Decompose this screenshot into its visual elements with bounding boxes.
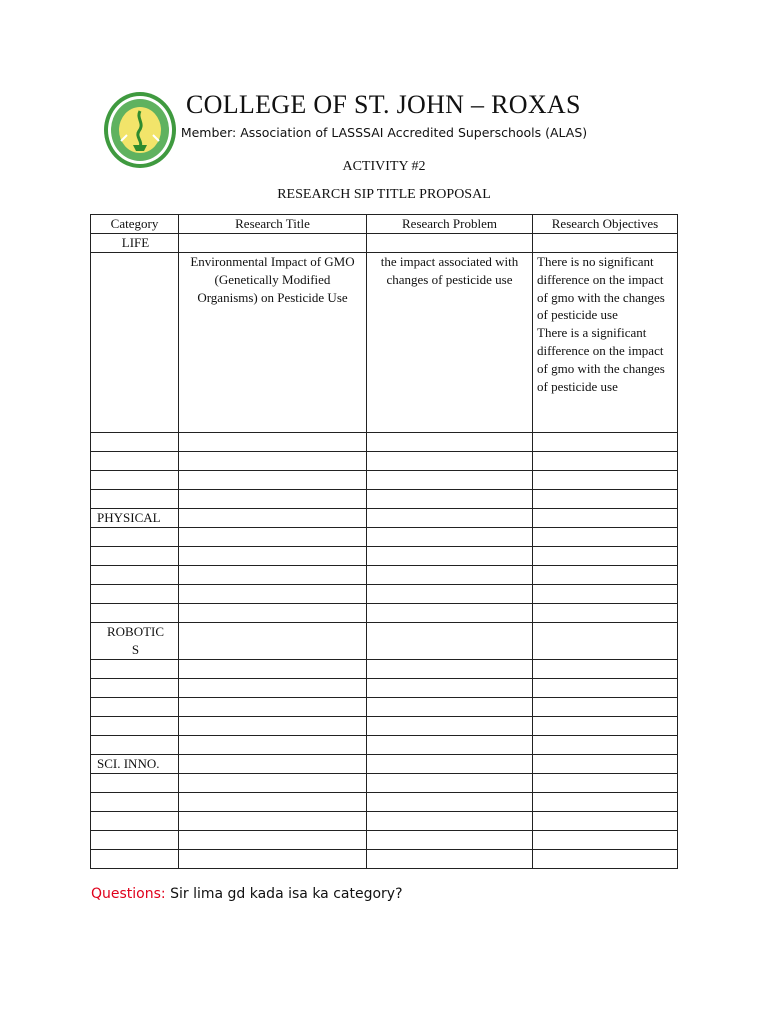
cell-category[interactable] <box>91 831 179 850</box>
table-row <box>91 604 678 623</box>
cell-research-objectives[interactable] <box>533 623 678 660</box>
table-row <box>91 831 678 850</box>
cell-research-title[interactable] <box>179 452 367 471</box>
cell-research-title[interactable] <box>179 490 367 509</box>
table-row <box>91 433 678 452</box>
cell-research-objectives[interactable] <box>533 585 678 604</box>
cell-research-title[interactable] <box>179 660 367 679</box>
cell-research-problem[interactable] <box>367 585 533 604</box>
cell-research-problem[interactable] <box>367 490 533 509</box>
table-row <box>91 585 678 604</box>
cell-research-title[interactable] <box>179 585 367 604</box>
column-header-research-title: Research Title <box>179 215 367 234</box>
cell-category[interactable] <box>91 717 179 736</box>
cell-category[interactable] <box>91 585 179 604</box>
cell-research-title[interactable] <box>179 793 367 812</box>
table-row <box>91 253 678 433</box>
cell-research-problem[interactable] <box>367 812 533 831</box>
cell-research-objectives[interactable] <box>533 774 678 793</box>
cell-category[interactable] <box>91 660 179 679</box>
cell-category[interactable] <box>91 547 179 566</box>
cell-research-title[interactable] <box>179 812 367 831</box>
cell-research-problem[interactable] <box>367 623 533 660</box>
cell-research-objectives[interactable] <box>533 717 678 736</box>
cell-research-problem[interactable] <box>367 679 533 698</box>
cell-research-problem[interactable] <box>367 755 533 774</box>
table-header-row <box>91 215 678 234</box>
cell-research-objectives[interactable] <box>533 509 678 528</box>
cell-research-objectives[interactable] <box>533 736 678 755</box>
cell-research-problem[interactable] <box>367 452 533 471</box>
cell-research-problem[interactable] <box>367 547 533 566</box>
cell-research-objectives[interactable] <box>533 490 678 509</box>
cell-research-problem[interactable] <box>367 660 533 679</box>
cell-research-title[interactable] <box>179 831 367 850</box>
questions-line <box>91 886 403 902</box>
cell-research-objectives[interactable] <box>533 433 678 452</box>
column-header-research-objectives: Research Objectives <box>533 215 678 234</box>
cell-research-problem[interactable] <box>367 850 533 869</box>
cell-research-title[interactable] <box>179 755 367 774</box>
cell-research-problem[interactable] <box>367 433 533 452</box>
activity-number: ACTIVITY #2 <box>342 159 426 174</box>
column-header-research-problem: Research Problem <box>367 215 533 234</box>
research-proposal-table <box>90 214 678 869</box>
table-row <box>91 528 678 547</box>
cell-research-title[interactable] <box>179 850 367 869</box>
cell-research-problem[interactable] <box>367 793 533 812</box>
table-row <box>91 812 678 831</box>
cell-research-title[interactable] <box>179 566 367 585</box>
cell-research-title[interactable] <box>179 509 367 528</box>
table-row <box>91 471 678 490</box>
cell-category[interactable] <box>91 566 179 585</box>
table-row <box>91 774 678 793</box>
cell-research-title[interactable] <box>179 547 367 566</box>
table-row <box>91 850 678 869</box>
cell-research-objectives[interactable] <box>533 547 678 566</box>
cell-research-problem[interactable] <box>367 528 533 547</box>
cell-research-title[interactable] <box>179 698 367 717</box>
cell-research-problem[interactable] <box>367 604 533 623</box>
table-row <box>91 660 678 679</box>
cell-research-objectives[interactable] <box>533 812 678 831</box>
cell-research-problem[interactable] <box>367 509 533 528</box>
cell-category[interactable] <box>91 433 179 452</box>
table-row <box>91 566 678 585</box>
cell-research-title[interactable] <box>179 736 367 755</box>
questions-label: Questions: <box>91 886 166 902</box>
cell-category[interactable]: LIFE <box>91 234 179 253</box>
document-title: RESEARCH SIP TITLE PROPOSAL <box>277 187 491 202</box>
questions-text: Sir lima gd kada isa ka category? <box>165 886 403 902</box>
membership-line: Member: Association of LASSSAI Accredited Superschools (ALAS) <box>180 125 588 140</box>
cell-research-objectives[interactable] <box>533 831 678 850</box>
cell-research-title[interactable] <box>179 623 367 660</box>
cell-category[interactable] <box>91 528 179 547</box>
cell-research-title[interactable] <box>179 471 367 490</box>
cell-category[interactable]: SCI. INNO. <box>91 755 179 774</box>
table-row <box>91 717 678 736</box>
table-row <box>91 736 678 755</box>
table-row <box>91 623 678 660</box>
cell-research-objectives[interactable] <box>533 528 678 547</box>
cell-category[interactable] <box>91 774 179 793</box>
cell-category[interactable] <box>91 604 179 623</box>
cell-research-objectives[interactable] <box>533 660 678 679</box>
table-row <box>91 234 678 253</box>
column-header-category: Category <box>91 215 179 234</box>
cell-research-objectives[interactable]: There is no significant difference on the impact of gmo with the changes of pesticide use There is a significant difference on the impact of gmo with the changes of pesticide use <box>533 253 678 433</box>
cell-category[interactable] <box>91 850 179 869</box>
cell-category[interactable] <box>91 698 179 717</box>
cell-research-title[interactable] <box>179 528 367 547</box>
cell-research-objectives[interactable] <box>533 850 678 869</box>
cell-research-problem[interactable] <box>367 774 533 793</box>
table-row <box>91 547 678 566</box>
cell-category[interactable]: ROBOTIC S <box>91 623 179 660</box>
cell-research-objectives[interactable] <box>533 471 678 490</box>
cell-category[interactable] <box>91 452 179 471</box>
cell-research-objectives[interactable] <box>533 604 678 623</box>
cell-research-objectives[interactable] <box>533 679 678 698</box>
table-row <box>91 679 678 698</box>
table-row <box>91 490 678 509</box>
cell-research-title[interactable] <box>179 604 367 623</box>
cell-research-title[interactable] <box>179 679 367 698</box>
cell-research-problem[interactable] <box>367 831 533 850</box>
cell-research-title[interactable] <box>179 717 367 736</box>
table-row <box>91 755 678 774</box>
cell-category[interactable] <box>91 490 179 509</box>
cell-research-problem[interactable] <box>367 234 533 253</box>
cell-category[interactable]: PHYSICAL <box>91 509 179 528</box>
cell-research-objectives[interactable] <box>533 566 678 585</box>
cell-research-title[interactable] <box>179 433 367 452</box>
cell-research-objectives[interactable] <box>533 698 678 717</box>
cell-category[interactable] <box>91 736 179 755</box>
cell-research-objectives[interactable] <box>533 755 678 774</box>
cell-research-problem[interactable] <box>367 736 533 755</box>
college-name: COLLEGE OF ST. JOHN – ROXAS <box>186 90 581 119</box>
cell-research-problem[interactable] <box>367 471 533 490</box>
cell-category[interactable] <box>91 679 179 698</box>
cell-research-objectives[interactable] <box>533 452 678 471</box>
cell-research-problem[interactable] <box>367 717 533 736</box>
table-row <box>91 698 678 717</box>
cell-research-objectives[interactable] <box>533 793 678 812</box>
cell-research-title[interactable] <box>179 774 367 793</box>
cell-category[interactable] <box>91 812 179 831</box>
cell-research-problem[interactable]: the impact associated with changes of pesticide use <box>367 253 533 433</box>
cell-category[interactable] <box>91 793 179 812</box>
table-row <box>91 509 678 528</box>
table-row <box>91 793 678 812</box>
cell-research-problem[interactable] <box>367 698 533 717</box>
cell-category[interactable] <box>91 253 179 433</box>
cell-category[interactable] <box>91 471 179 490</box>
cell-research-title[interactable] <box>179 234 367 253</box>
table-row <box>91 452 678 471</box>
cell-research-objectives[interactable] <box>533 234 678 253</box>
cell-research-title[interactable]: Environmental Impact of GMO (Genetically Modified Organisms) on Pesticide Use <box>179 253 367 433</box>
cell-research-problem[interactable] <box>367 566 533 585</box>
